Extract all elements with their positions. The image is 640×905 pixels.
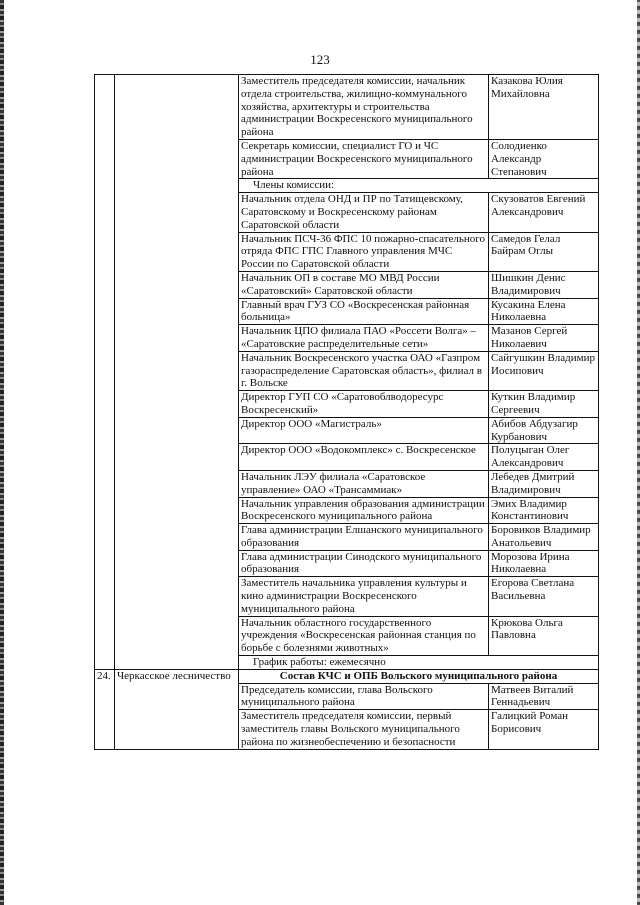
position-cell: Начальник управления образования администрации Воскресенского муниципального района [239,497,489,524]
person-cell: Егорова Светлана Васильевна [489,577,599,616]
position-cell: Директор ГУП СО «Саратовоблводоресурс Воскресенский» [239,391,489,418]
name-cell-empty [115,75,239,670]
position-cell: Секретарь комиссии, специалист ГО и ЧС администрации Воскресенского муниципального района [239,139,489,178]
position-cell: Начальник Воскресенского участка ОАО «Газпром газораспределение Саратовская область», филиал в г. Вольске [239,351,489,390]
position-cell: Заместитель председателя комиссии, начальник отдела строительства, жилищно-коммунального хозяйства, архитектуры и строительства администрации Воскресенского муниципального района [239,75,489,140]
position-cell: Глава администрации Синодского муниципального образования [239,550,489,577]
person-cell: Казакова Юлия Михайловна [489,75,599,140]
person-cell: Крюкова Ольга Павловна [489,616,599,655]
person-cell: Солодиенко Александр Степанович [489,139,599,178]
person-cell: Скузоватов Евгений Александрович [489,193,599,232]
section-number: 24. [95,669,115,749]
position-cell: Начальник ОП в составе МО МВД России «Саратовский» Саратовской области [239,271,489,298]
table-row [95,75,599,140]
commission-table [94,74,599,750]
person-cell: Боровиков Владимир Анатольевич [489,524,599,551]
number-cell-empty [95,75,115,670]
position-cell: Начальник ЛЭУ филиала «Саратовское управление» ОАО «Трансаммиак» [239,470,489,497]
subheader-cell: График работы: ежемесячно [239,656,599,670]
person-cell: Шишкин Денис Владимирович [489,271,599,298]
person-cell: Кусакина Елена Николаевна [489,298,599,325]
person-cell: Абибов Абдузагир Курбанович [489,417,599,444]
person-cell: Сайгушкин Владимир Иосипович [489,351,599,390]
person-cell: Мазанов Сергей Николаевич [489,325,599,352]
position-cell: Начальник ЦПО филиала ПАО «Россети Волга» – «Саратовские распределительные сети» [239,325,489,352]
section-24-body [95,669,599,749]
page-number: 123 [310,52,330,67]
position-cell: Заместитель председателя комиссии, первый заместитель главы Вольского муниципального района по жизнеобеспечению и безопасности [239,710,489,749]
position-cell: Директор ООО «Водокомплекс» с. Воскресенское [239,444,489,471]
person-cell: Морозова Ирина Николаевна [489,550,599,577]
position-cell: Председатель комиссии, глава Вольского муниципального района [239,683,489,710]
person-cell: Самедов Гелал Байрам Оглы [489,232,599,271]
position-cell: Начальник отдела ОНД и ПР по Татищевскому, Саратовскому и Воскресенскому районам Саратовской области [239,193,489,232]
position-cell: Заместитель начальника управления культуры и кино администрации Воскресенского муниципального района [239,577,489,616]
position-cell: Начальник ПСЧ-36 ФПС 10 пожарно-спасательного отряда ФПС ГПС Главного управления МЧС России по Саратовской области [239,232,489,271]
subheader-cell: Члены комиссии: [239,179,599,193]
person-cell: Матвеев Виталий Геннадьевич [489,683,599,710]
scan-edge-left [0,0,4,905]
position-cell: Глава администрации Елшанского муниципального образования [239,524,489,551]
position-cell: Директор ООО «Магистраль» [239,417,489,444]
position-cell: Начальник областного государственного учреждения «Воскресенская районная станция по борьбе с болезнями животных» [239,616,489,655]
section-name: Черкасское лесничество [115,669,239,749]
person-cell: Полуцыган Олег Александрович [489,444,599,471]
position-cell: Главный врач ГУЗ СО «Воскресенская районная больница» [239,298,489,325]
person-cell: Лебедев Дмитрий Владимирович [489,470,599,497]
section-24-header-row [95,669,599,683]
person-cell: Куткин Владимир Сергеевич [489,391,599,418]
section-23-body [95,75,599,670]
section-header: Состав КЧС и ОПБ Вольского муниципального района [239,669,599,683]
person-cell: Галицкий Роман Борисович [489,710,599,749]
person-cell: Эмих Владимир Константинович [489,497,599,524]
